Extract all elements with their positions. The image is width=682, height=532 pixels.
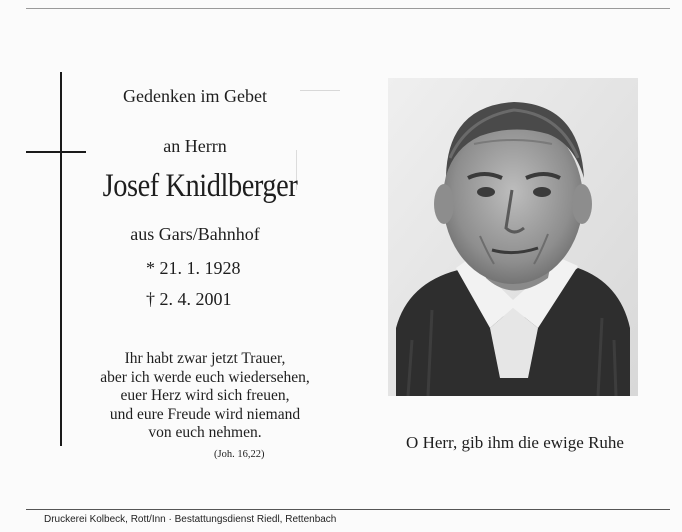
verse-reference: (Joh. 16,22)	[214, 449, 265, 460]
deceased-name: Josef Knidlberger	[102, 168, 298, 204]
portrait-photo	[388, 78, 638, 396]
bottom-border-line	[26, 509, 670, 510]
cross-vertical-bar	[60, 72, 62, 446]
death-line	[146, 289, 232, 310]
verse-line: euer Herz wird sich freuen,	[120, 387, 290, 404]
birth-symbol: *	[146, 258, 155, 278]
death-date: 2. 4. 2001	[159, 289, 232, 309]
verse-line: aber ich werde euch wiedersehen,	[100, 368, 310, 386]
birth-date: 21. 1. 1928	[159, 258, 241, 278]
origin-line: aus Gars/Bahnhof	[130, 224, 260, 244]
verse-line: von euch nehmen.	[148, 424, 262, 441]
bible-verse	[70, 350, 340, 443]
printer-credit: Druckerei Kolbeck, Rott/Inn · Bestattungsdienst Riedl, Rettenbach	[44, 514, 337, 525]
death-symbol: †	[146, 289, 155, 309]
verse-line: Ihr habt zwar jetzt Trauer,	[124, 350, 286, 367]
verse-line: und eure Freude wird niemand	[109, 405, 301, 423]
bleed-through-mark	[300, 90, 340, 91]
card-heading: Gedenken im Gebet	[123, 86, 267, 106]
cross-horizontal-bar	[26, 151, 86, 153]
photo-caption: O Herr, gib ihm die ewige Ruhe	[406, 433, 624, 452]
recipient-line: an Herrn	[163, 136, 227, 156]
birth-line	[146, 258, 241, 279]
top-border-line	[26, 8, 670, 9]
